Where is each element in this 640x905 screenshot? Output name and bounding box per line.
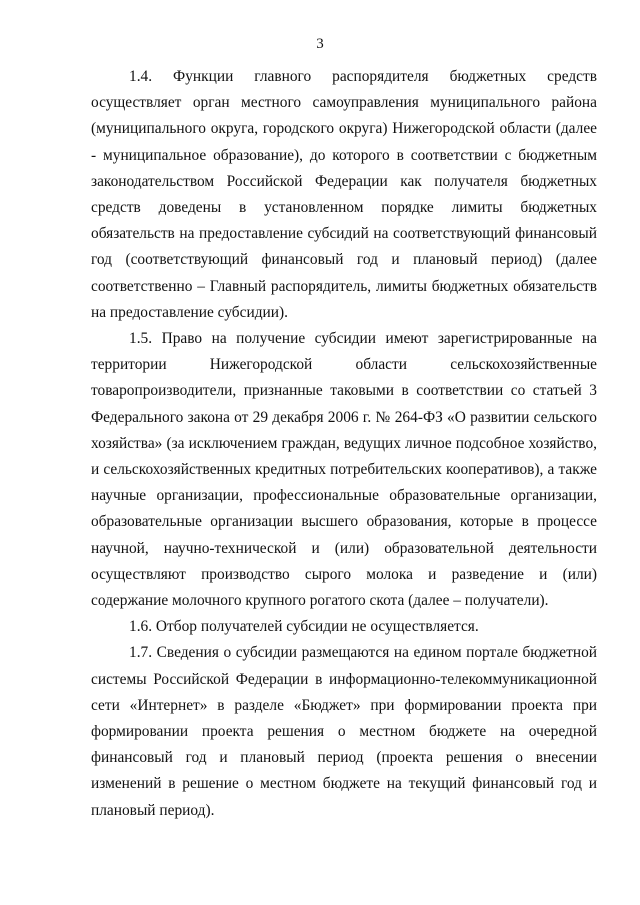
paragraph-1-6: 1.6. Отбор получателей субсидии не осуществляется. xyxy=(129,618,479,636)
page-number: 3 xyxy=(316,36,324,52)
paragraph-1-4: 1.4. Функции главного распорядителя бюджетных средств осуществляет орган местного самоуправления муниципального района (муниципального округа, городского округа) Нижегородской области (далее - муниципальное образование), до которого в соответствии с бюджетным законодательством Российской Федерации как получателя бюджетных средств доведены в установленном порядке лимиты бюджетных обязательств на предоставление субсидий на соответствующий финансовый год (соответствующий финансовый год и плановый период) (далее соответственно – Главный распорядитель, лимиты бюджетных обязательств на предоставление субсидии). xyxy=(91,68,597,321)
document-body xyxy=(91,64,597,824)
paragraph-1-7: 1.7. Сведения о субсидии размещаются на едином портале бюджетной системы Российской Федерации в информационно-телекоммуникационной сети «Интернет» в разделе «Бюджет» при формировании проекта при формировании проекта решения о местном бюджете на очередной финансовый год и плановый период (проекта решения о внесении изменений в решение о местном бюджете на текущий финансовый год и плановый период). xyxy=(91,644,597,819)
paragraph-1-5: 1.5. Право на получение субсидии имеют зарегистрированные на территории Нижегородской области сельскохозяйственные товаропроизводители, признанные таковыми в соответствии со статьей 3 Федерального закона от 29 декабря 2006 г. № 264-ФЗ «О развитии сельского хозяйства» (за исключением граждан, ведущих личное подсобное хозяйство, и сельскохозяйственных кредитных потребительских кооперативов), а также научные организации, профессиональные образовательные организации, образовательные организации высшего образования, которые в процессе научной, научно-технической и (или) образовательной деятельности осуществляют производство сырого молока и разведение и (или) содержание молочного крупного рогатого скота (далее – получатели). xyxy=(91,330,597,610)
